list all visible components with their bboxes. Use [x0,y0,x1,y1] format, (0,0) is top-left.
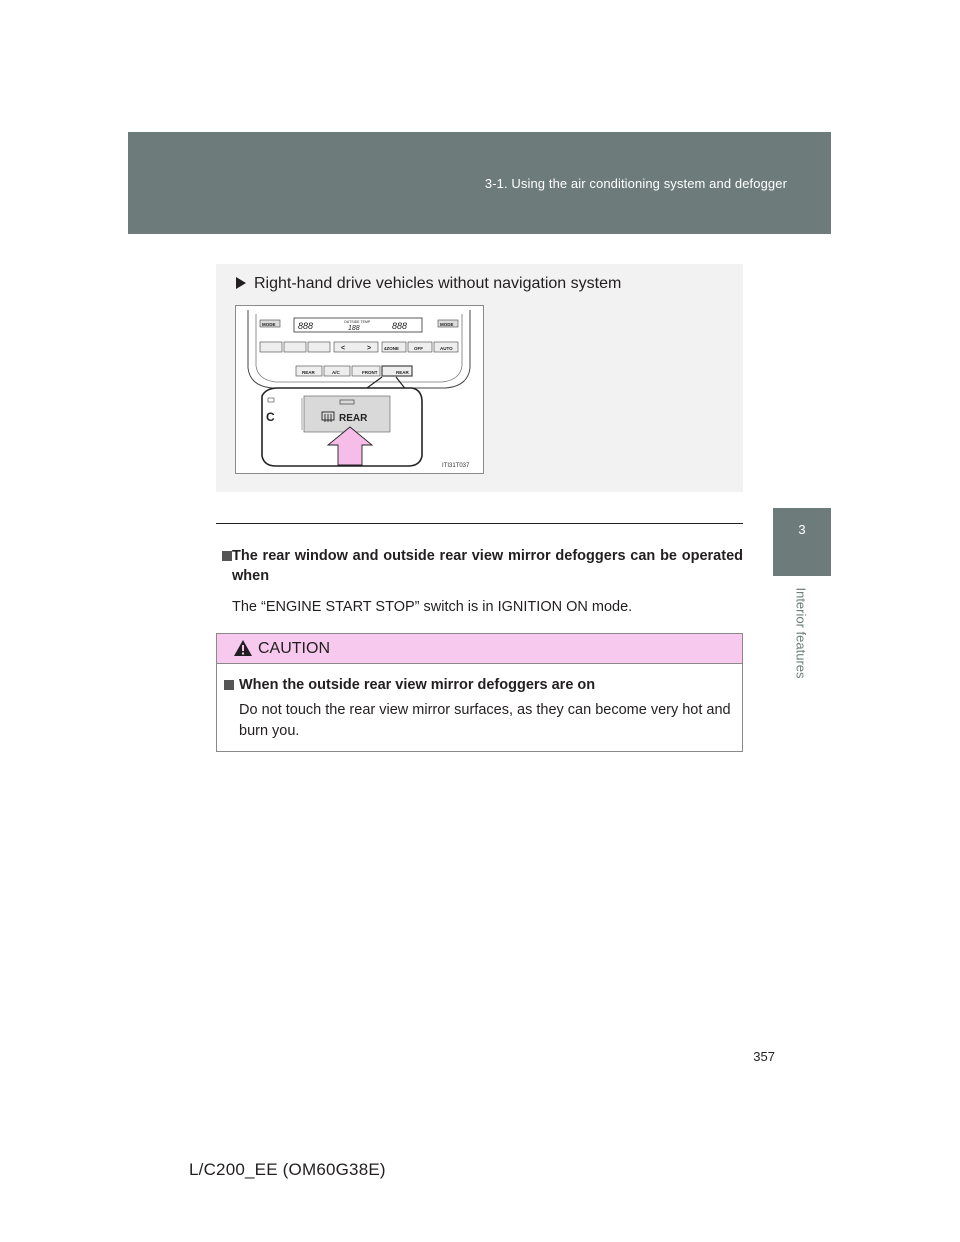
figure-box [216,264,743,492]
display-outside-label: OUTSIDE TEMP [344,320,371,324]
chapter-label [789,578,813,688]
svg-text:>: > [367,345,372,352]
header-band [128,132,831,234]
mode-left-label: MODE [262,322,276,327]
button-off: OFF [414,346,423,351]
chapter-number: 3 [798,522,806,537]
display-right: 888 [392,321,408,331]
button-4zone: 4ZONE [384,346,400,351]
display-mid: 188 [348,325,360,332]
chapter-label-text: Interior features [793,587,809,679]
note-heading: The rear window and outside rear view mirror defoggers can be operated when [216,546,743,586]
square-bullet-icon [222,551,232,561]
section-title: 3-1. Using the air conditioning system and defogger [484,176,787,191]
caution-box [216,633,743,752]
page-number: 357 [753,1049,775,1064]
caution-body: Do not touch the rear view mirror surfaces, as they can become very hot and burn you. [239,702,731,739]
note-block [216,546,743,617]
climate-panel-drawing [236,306,483,473]
mode-right-label: MODE [440,322,454,327]
svg-text:<: < [341,345,346,352]
button-front-defog: FRONT [362,370,378,375]
square-bullet-icon [224,680,234,690]
figure-title: Right-hand drive vehicles without navigation system [236,275,621,293]
image-id: ITI31T037 [442,463,470,469]
note-body: The “ENGINE START STOP” switch is in IGNITION ON mode. [232,599,633,615]
section-divider [216,523,743,524]
button-rear-seat: REAR [302,370,315,375]
chapter-tab [773,508,831,576]
caution-heading: When the outside rear view mirror defoggers are on [223,675,736,695]
button-auto: AUTO [440,346,453,351]
caution-content [217,664,742,742]
caution-header [217,634,742,664]
warning-triangle-icon [233,639,253,657]
zoom-left-letter: C [266,410,275,424]
button-rear-defog: REAR [396,370,409,375]
document-code: L/C200_EE (OM60G38E) [189,1160,386,1179]
display-left: 888 [298,321,314,331]
button-ac: A/C [332,370,340,375]
caution-title: CAUTION [258,640,330,657]
figure-illustration [235,305,484,474]
zoom-rear-label: REAR [339,413,368,424]
play-triangle-icon [236,277,246,289]
